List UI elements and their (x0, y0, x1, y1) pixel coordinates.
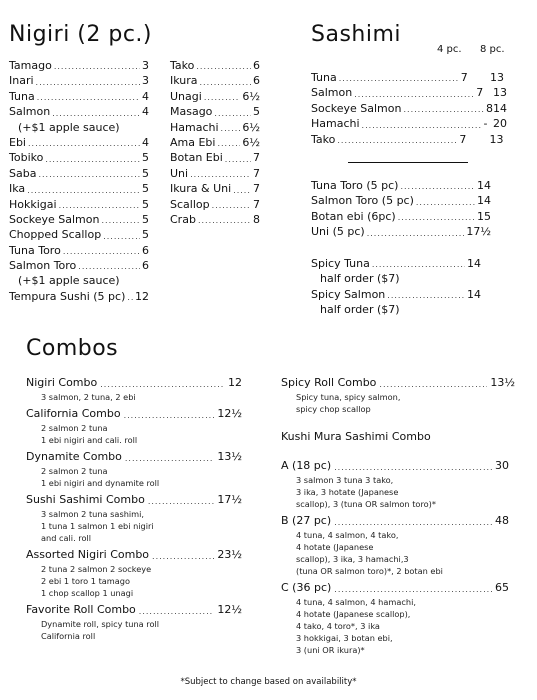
dot-leader (212, 200, 251, 212)
price-8pc: 13 (489, 132, 504, 146)
menu-item-row (9, 197, 149, 212)
combo-description: 1 ebi nigiri and dynamite roll (41, 478, 160, 488)
combo-description: 4 hotate (Japanese (296, 542, 374, 552)
dot-leader (367, 228, 465, 240)
combo-description: 3 hokkigai, 3 botan ebi, (296, 633, 393, 643)
item-name: Saba (9, 166, 37, 180)
sashimi-col-4pc: 4 pc. (437, 44, 462, 55)
item-price: 48 (495, 514, 509, 527)
item-price: 5 (142, 228, 149, 242)
dot-leader (416, 197, 475, 209)
menu-item-row (9, 166, 149, 181)
item-price: 3 (142, 74, 149, 88)
item-name: Hamachi (311, 117, 360, 131)
dot-leader (125, 452, 214, 465)
item-price: 12½ (217, 603, 242, 616)
item-name: Salmon (9, 105, 51, 119)
half-order-note: half order ($7) (320, 303, 400, 317)
availability-footnote: *Subject to change based on availability* (180, 677, 357, 687)
combo-description: 4 tuna, 4 salmon, 4 tako, (296, 530, 399, 540)
menu-item-row (26, 406, 242, 422)
dot-leader (200, 77, 251, 89)
item-name: A (18 pc) (281, 459, 332, 472)
sashimi-title: Sashimi (311, 22, 402, 47)
item-name: Tempura Sushi (5 pc) (9, 289, 126, 303)
combo-description: 3 salmon 2 tuna sashimi, (41, 509, 145, 519)
item-name: Spicy Tuna (311, 256, 370, 270)
item-name: Inari (9, 74, 34, 88)
item-price: 5 (142, 166, 149, 180)
item-name: Ika (9, 182, 26, 196)
price-8pc: 13 (490, 70, 505, 84)
dot-leader (59, 200, 140, 212)
dot-leader (124, 409, 215, 422)
combo-description: 1 tuna 1 salmon 1 ebi nigiri (41, 521, 154, 531)
dot-leader (100, 378, 225, 391)
sashimi-row (311, 132, 507, 147)
dot-leader (27, 185, 140, 197)
menu-item-row (170, 197, 260, 212)
price-8pc: 14 (493, 101, 507, 115)
item-price: 6 (253, 58, 260, 72)
dot-leader (198, 215, 251, 227)
kushi-mura-title: Kushi Mura Sashimi Combo (281, 430, 431, 443)
sashimi-spicy-list (311, 256, 481, 318)
item-name: Salmon (311, 86, 353, 100)
item-price: 7 (253, 166, 260, 180)
combo-description: spicy chop scallop (296, 404, 371, 414)
sashimi-specials-list (311, 178, 491, 240)
dot-leader (398, 212, 475, 224)
nigiri-right-list (170, 58, 260, 227)
menu-item-row (170, 104, 260, 119)
item-name: Sushi Sashimi Combo (26, 493, 145, 506)
item-name: Tuna (9, 89, 35, 103)
item-name: Tamago (9, 58, 52, 72)
item-name: B (27 pc) (281, 514, 332, 527)
menu-item-row (170, 212, 260, 227)
item-price: 15 (477, 209, 491, 223)
menu-item-row (281, 513, 509, 529)
menu-item-row (9, 243, 149, 258)
menu-item-row (170, 181, 260, 196)
item-price: 6 (142, 243, 149, 257)
menu-item-row (26, 602, 242, 618)
dot-leader (36, 77, 140, 89)
price-4pc: 8 (486, 101, 493, 115)
dot-leader (139, 605, 215, 618)
menu-item-row (9, 73, 149, 88)
menu-item-row (170, 150, 260, 165)
menu-item-row (311, 193, 491, 208)
menu-item-row (9, 135, 149, 150)
item-name: Favorite Roll Combo (26, 603, 136, 616)
menu-item-row (311, 256, 481, 271)
item-name: Unagi (170, 89, 202, 103)
price-4pc: 7 (476, 86, 484, 100)
dot-leader (334, 461, 492, 474)
item-price: 4 (142, 89, 149, 103)
combo-description: Dynamite roll, spicy tuna roll (41, 619, 160, 629)
combo-description: 2 salmon 2 tuna (41, 466, 108, 476)
menu-item-row (26, 449, 242, 465)
dot-leader (148, 495, 215, 508)
item-name: Salmon Toro (5 pc) (311, 194, 414, 208)
item-price: 6 (253, 74, 260, 88)
item-price: 14 (467, 256, 481, 270)
dot-leader (45, 154, 140, 166)
price-4pc: - (483, 117, 488, 131)
menu-item-row (9, 258, 149, 273)
item-name: Ikura (170, 74, 198, 88)
item-name: Spicy Roll Combo (281, 376, 377, 389)
item-price: 6½ (242, 135, 260, 149)
item-price: 8 (253, 212, 260, 226)
combo-description: 2 salmon 2 tuna (41, 423, 108, 433)
combo-description: 3 salmon 3 tuna 3 tako, (296, 475, 394, 485)
item-price: 4 (142, 135, 149, 149)
item-name: C (36 pc) (281, 581, 332, 594)
menu-item-row (9, 150, 149, 165)
dot-leader (204, 92, 241, 104)
dot-leader (78, 261, 140, 273)
item-price: 12½ (217, 407, 242, 420)
dot-leader (54, 61, 140, 73)
menu-item-row (26, 547, 242, 563)
item-note: (+$1 apple sauce) (18, 120, 120, 134)
combo-description: 4 tuna, 4 salmon, 4 hamachi, (296, 597, 416, 607)
dot-leader (63, 246, 140, 258)
item-price: 13½ (490, 376, 515, 389)
item-price: 12 (135, 289, 149, 303)
dot-leader (37, 92, 140, 104)
menu-item-row (170, 166, 260, 181)
combo-description: 3 ika, 3 hotate (Japanese (296, 487, 399, 497)
dot-leader (337, 135, 457, 147)
item-name: Botan Ebi (170, 151, 223, 165)
combo-description: 1 chop scallop 1 unagi (41, 588, 134, 598)
combo-description: California roll (41, 631, 96, 641)
dot-leader (38, 169, 140, 181)
item-name: Crab (170, 212, 196, 226)
dot-leader (214, 108, 251, 120)
item-name: Hamachi (170, 120, 219, 134)
dot-leader (101, 215, 140, 227)
dot-leader (387, 290, 465, 302)
menu-item-row (170, 120, 260, 135)
menu-item-row (9, 89, 149, 104)
combo-description: Spicy tuna, spicy salmon, (296, 392, 401, 402)
item-name: Assorted Nigiri Combo (26, 548, 150, 561)
item-price: 13½ (217, 450, 242, 463)
item-name: Tobiko (9, 151, 44, 165)
combo-description: and cali. roll (41, 533, 92, 543)
dot-leader (354, 89, 474, 101)
dot-leader (400, 181, 475, 193)
item-name: Tako (170, 58, 195, 72)
dot-leader (221, 123, 241, 135)
combo-description: (tuna OR salmon toro)*, 2 botan ebi (296, 566, 443, 576)
item-name: Hokkigai (9, 197, 57, 211)
dot-leader (28, 138, 140, 150)
menu-item-row (281, 375, 515, 391)
menu-item-row (170, 58, 260, 73)
item-price: 5 (142, 197, 149, 211)
combo-description: 3 (uni OR ikura)* (296, 645, 365, 655)
item-price: 7 (253, 182, 260, 196)
price-8pc: 20 (493, 117, 507, 131)
combos-left-list (26, 372, 242, 642)
half-order-note: half order ($7) (320, 272, 400, 286)
item-note: (+$1 apple sauce) (18, 274, 120, 288)
item-name: Tuna Toro (5 pc) (311, 178, 399, 192)
menu-item-row (26, 492, 242, 508)
dot-leader (152, 550, 214, 563)
price-4pc: 7 (460, 70, 468, 84)
item-price: 6 (142, 259, 149, 273)
menu-item-row (9, 227, 149, 242)
dot-leader (225, 154, 251, 166)
item-price: 7 (253, 197, 260, 211)
item-price: 14 (467, 287, 481, 301)
item-price: 17½ (217, 493, 242, 506)
combo-description: 2 ebi 1 toro 1 tamago (41, 576, 130, 586)
item-name: Tuna (311, 70, 337, 84)
price-8pc: 13 (493, 86, 507, 100)
item-price: 5 (142, 182, 149, 196)
item-price: 12 (228, 376, 242, 389)
menu-item-row (26, 375, 242, 391)
item-name: Botan ebi (6pc) (311, 209, 396, 223)
menu-item-row (311, 209, 491, 224)
sashimi-row (311, 85, 507, 100)
dot-leader (372, 259, 465, 271)
dot-leader (334, 516, 492, 529)
item-price: 3 (142, 58, 149, 72)
dot-leader (103, 231, 140, 243)
item-name: Salmon Toro (9, 259, 77, 273)
sashimi-list (311, 70, 511, 147)
item-name: Masago (170, 105, 213, 119)
item-price: 5 (253, 105, 260, 119)
dot-leader (190, 169, 251, 181)
dot-leader (403, 104, 484, 116)
menu-item-row (311, 178, 491, 193)
menu-item-row (170, 135, 260, 150)
item-price: 30 (495, 459, 509, 472)
item-name: Nigiri Combo (26, 376, 98, 389)
combo-description: 2 tuna 2 salmon 2 sockeye (41, 564, 152, 574)
menu-item-row (311, 287, 481, 302)
menu-item-row (9, 181, 149, 196)
dot-leader (196, 61, 251, 73)
item-price: 14 (477, 194, 491, 208)
sashimi-row (311, 101, 507, 116)
item-price: 5 (142, 151, 149, 165)
item-name: Dynamite Combo (26, 450, 122, 463)
item-name: Uni (5 pc) (311, 225, 365, 239)
combo-description: 1 ebi nigiri and cali. roll (41, 435, 138, 445)
spicy-roll-combo (281, 372, 515, 415)
item-name: Ama Ebi (170, 135, 216, 149)
item-price: 23½ (217, 548, 242, 561)
item-name: Tako (311, 132, 336, 146)
menu-item-row (281, 580, 509, 596)
item-name: Chopped Scallop (9, 228, 102, 242)
combos-title: Combos (26, 336, 119, 361)
item-name: Uni (170, 166, 189, 180)
item-name: Ebi (9, 135, 26, 149)
sashimi-row (311, 116, 507, 131)
menu-item-row (170, 89, 260, 104)
item-name: Tuna Toro (9, 243, 61, 257)
dot-leader (339, 73, 459, 85)
menu-item-row (311, 224, 491, 239)
item-price: 7 (253, 151, 260, 165)
item-name: Scallop (170, 197, 210, 211)
item-name: Sockeye Salmon (9, 212, 100, 226)
sashimi-divider (348, 162, 468, 163)
item-name: Sockeye Salmon (311, 101, 402, 115)
nigiri-left-list (9, 58, 149, 304)
dot-leader (217, 138, 240, 150)
item-price: 6½ (242, 89, 260, 103)
price-4pc: 7 (459, 132, 467, 146)
item-price: 5 (142, 212, 149, 226)
dot-leader (233, 185, 251, 197)
item-name: Spicy Salmon (311, 287, 386, 301)
item-price: 14 (477, 178, 491, 192)
item-price: 65 (495, 581, 509, 594)
item-name: California Combo (26, 407, 121, 420)
menu-item-row (281, 458, 509, 474)
combo-description: 3 salmon, 2 tuna, 2 ebi (41, 392, 136, 402)
dot-leader (52, 108, 140, 120)
menu-item-row (9, 289, 149, 304)
dot-leader (379, 378, 487, 391)
dot-leader (362, 120, 482, 132)
combo-description: 4 hotate (Japanese scallop), (296, 609, 411, 619)
sashimi-row (311, 70, 507, 85)
combo-description: scallop), 3 (tuna OR salmon toro)* (296, 499, 436, 509)
menu-item-row (170, 73, 260, 88)
kushi-mura-list (281, 455, 509, 656)
menu-item-row (9, 104, 149, 119)
item-price: 17½ (466, 225, 491, 239)
menu-item-row (9, 58, 149, 73)
item-price: 4 (142, 105, 149, 119)
menu-item-row (9, 212, 149, 227)
sashimi-col-8pc: 8 pc. (480, 44, 505, 55)
combo-description: scallop), 3 ika, 3 hamachi,3 (296, 554, 409, 564)
item-name: Ikura & Uni (170, 182, 232, 196)
dot-leader (127, 292, 133, 304)
dot-leader (334, 583, 492, 596)
nigiri-title: Nigiri (2 pc.) (9, 22, 153, 47)
combo-description: 4 tako, 4 toro*, 3 ika (296, 621, 380, 631)
item-price: 6½ (242, 120, 260, 134)
